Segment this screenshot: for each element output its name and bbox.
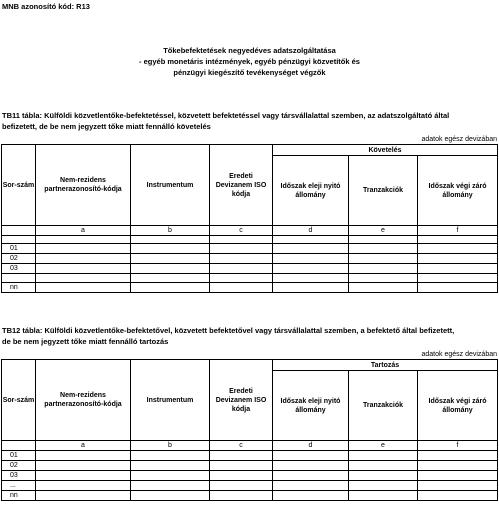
table-cell[interactable] [36,283,131,293]
header-sorszam: Sor-szám [2,360,36,441]
table-cell[interactable] [418,283,498,293]
row-number: 01 [2,451,36,461]
table-cell[interactable] [36,264,131,274]
table-cell [131,236,210,244]
column-letter: e [349,441,418,451]
row-number [2,274,36,283]
table-cell[interactable] [131,264,210,274]
column-letter [2,441,36,451]
table-cell[interactable] [349,264,418,274]
table-row [2,481,498,491]
header-closing: Időszak végi záró állomány [418,371,498,441]
table-cell[interactable] [273,244,349,254]
table-cell[interactable] [349,471,418,481]
column-letter: f [418,226,498,236]
table-row [2,461,498,471]
table-cell[interactable] [418,451,498,461]
title-line: pénzügyi kiegészítő tevékenységet végzők [173,68,326,77]
table-cell[interactable] [210,283,273,293]
table-row [2,264,498,274]
table-cell[interactable] [418,274,498,283]
table-cell [210,236,273,244]
table-cell[interactable] [210,254,273,264]
table-cell[interactable] [349,451,418,461]
table-cell [273,236,349,244]
header-closing: Időszak végi záró állomány [418,156,498,226]
table-cell[interactable] [36,471,131,481]
table-row [2,283,498,293]
table-cell[interactable] [418,254,498,264]
table-cell [418,236,498,244]
table-cell[interactable] [210,471,273,481]
table-cell[interactable] [273,471,349,481]
row-number: 01 [2,244,36,254]
title-line: Tőkebefektetések negyedéves adatszolgáltatása [163,46,336,55]
column-letter: a [36,441,131,451]
table-cell[interactable] [36,451,131,461]
table-row [2,244,498,254]
table-cell[interactable] [131,244,210,254]
table-row [2,491,498,501]
table-cell[interactable] [36,481,131,491]
table-cell[interactable] [36,491,131,501]
row-number: 03 [2,264,36,274]
table-cell[interactable] [210,274,273,283]
row-number: 02 [2,461,36,471]
header-instrument: Instrumentum [131,145,210,226]
table-cell[interactable] [273,461,349,471]
row-number: 02 [2,254,36,264]
table-cell[interactable] [210,264,273,274]
table-cell[interactable] [210,244,273,254]
table-cell[interactable] [273,254,349,264]
row-number: nn [2,283,36,293]
tb12-unit: adatok egész devizában [421,351,497,358]
table-cell[interactable] [131,461,210,471]
column-letter: f [418,441,498,451]
column-letter: b [131,226,210,236]
table-cell[interactable] [418,491,498,501]
table-cell[interactable] [349,461,418,471]
table-cell[interactable] [349,244,418,254]
table-cell [349,236,418,244]
caption-line: TB12 tábla: Külföldi közvetlentőke-befektetővel, közvetett befektetővel vagy társvállalattal szemben, a befektető által befizetett, [2,326,455,335]
header-transactions: Tranzakciók [349,156,418,226]
table-cell[interactable] [210,451,273,461]
column-letter: c [210,226,273,236]
header-partner-code: Nem-rezidens partnerazonosító-kódja [36,145,131,226]
column-letter: d [273,226,349,236]
column-letter: d [273,441,349,451]
table-cell[interactable] [273,481,349,491]
table-cell[interactable] [349,491,418,501]
table-cell[interactable] [418,244,498,254]
header-currency: Eredeti Devizanem ISO kódja [210,145,273,226]
caption-line: de be nem jegyzett tőke miatt fennálló tartozás [2,337,169,346]
caption-line: TB11 tábla: Külföldi közvetlentőke-befektetéssel, közvetett befektetéssel vagy társvállalattal szemben, az adatszolgáltató által [2,111,450,120]
table-cell [2,236,36,244]
table-cell[interactable] [418,471,498,481]
table-row [2,451,498,461]
table-cell[interactable] [418,461,498,471]
table-cell[interactable] [131,451,210,461]
row-number: 03 [2,471,36,481]
mnb-code: MNB azonosító kód: R13 [2,2,90,11]
row-number: nn [2,491,36,501]
table-cell[interactable] [210,491,273,501]
table-cell[interactable] [273,451,349,461]
tb12-caption [2,325,497,347]
tb11-table [1,144,498,293]
table-cell[interactable] [36,461,131,471]
table-cell[interactable] [210,481,273,491]
header-transactions: Tranzakciók [349,371,418,441]
column-letter: b [131,441,210,451]
table-cell[interactable] [36,244,131,254]
tb11-unit: adatok egész devizában [421,136,497,143]
table-cell[interactable] [131,471,210,481]
report-title [0,45,499,78]
header-instrument: Instrumentum [131,360,210,441]
row-number: ... [2,481,36,491]
header-sorszam: Sor-szám [2,145,36,226]
table-cell[interactable] [349,481,418,491]
table-cell[interactable] [131,491,210,501]
column-letter [2,226,36,236]
table-cell[interactable] [210,461,273,471]
table-cell[interactable] [273,274,349,283]
column-letter: c [210,441,273,451]
table-cell[interactable] [273,283,349,293]
table-cell[interactable] [349,274,418,283]
header-partner-code: Nem-rezidens partnerazonosító-kódja [36,360,131,441]
table-cell[interactable] [131,254,210,264]
table-cell[interactable] [418,481,498,491]
table-cell[interactable] [36,254,131,264]
table-cell[interactable] [131,283,210,293]
table-cell[interactable] [418,264,498,274]
table-cell[interactable] [131,481,210,491]
column-letter: a [36,226,131,236]
table-cell[interactable] [273,264,349,274]
header-currency: Eredeti Devizanem ISO kódja [210,360,273,441]
title-line: - egyéb monetáris intézmények, egyéb pénzügyi közvetítők és [139,57,360,66]
header-opening: Időszak eleji nyitó állomány [273,156,349,226]
header-group: Követelés [273,145,498,156]
header-group: Tartozás [273,360,498,371]
tb12-table [1,359,498,501]
table-cell[interactable] [36,274,131,283]
column-letter: e [349,226,418,236]
caption-line: befizetett, de be nem jegyzett tőke miatt fennálló követelés [2,122,211,131]
tb11-caption [2,110,497,132]
header-opening: Időszak eleji nyitó állomány [273,371,349,441]
table-cell[interactable] [131,274,210,283]
table-cell[interactable] [273,491,349,501]
table-cell[interactable] [349,283,418,293]
table-row [2,471,498,481]
table-cell [36,236,131,244]
table-row [2,274,498,283]
table-cell[interactable] [349,254,418,264]
table-row [2,254,498,264]
